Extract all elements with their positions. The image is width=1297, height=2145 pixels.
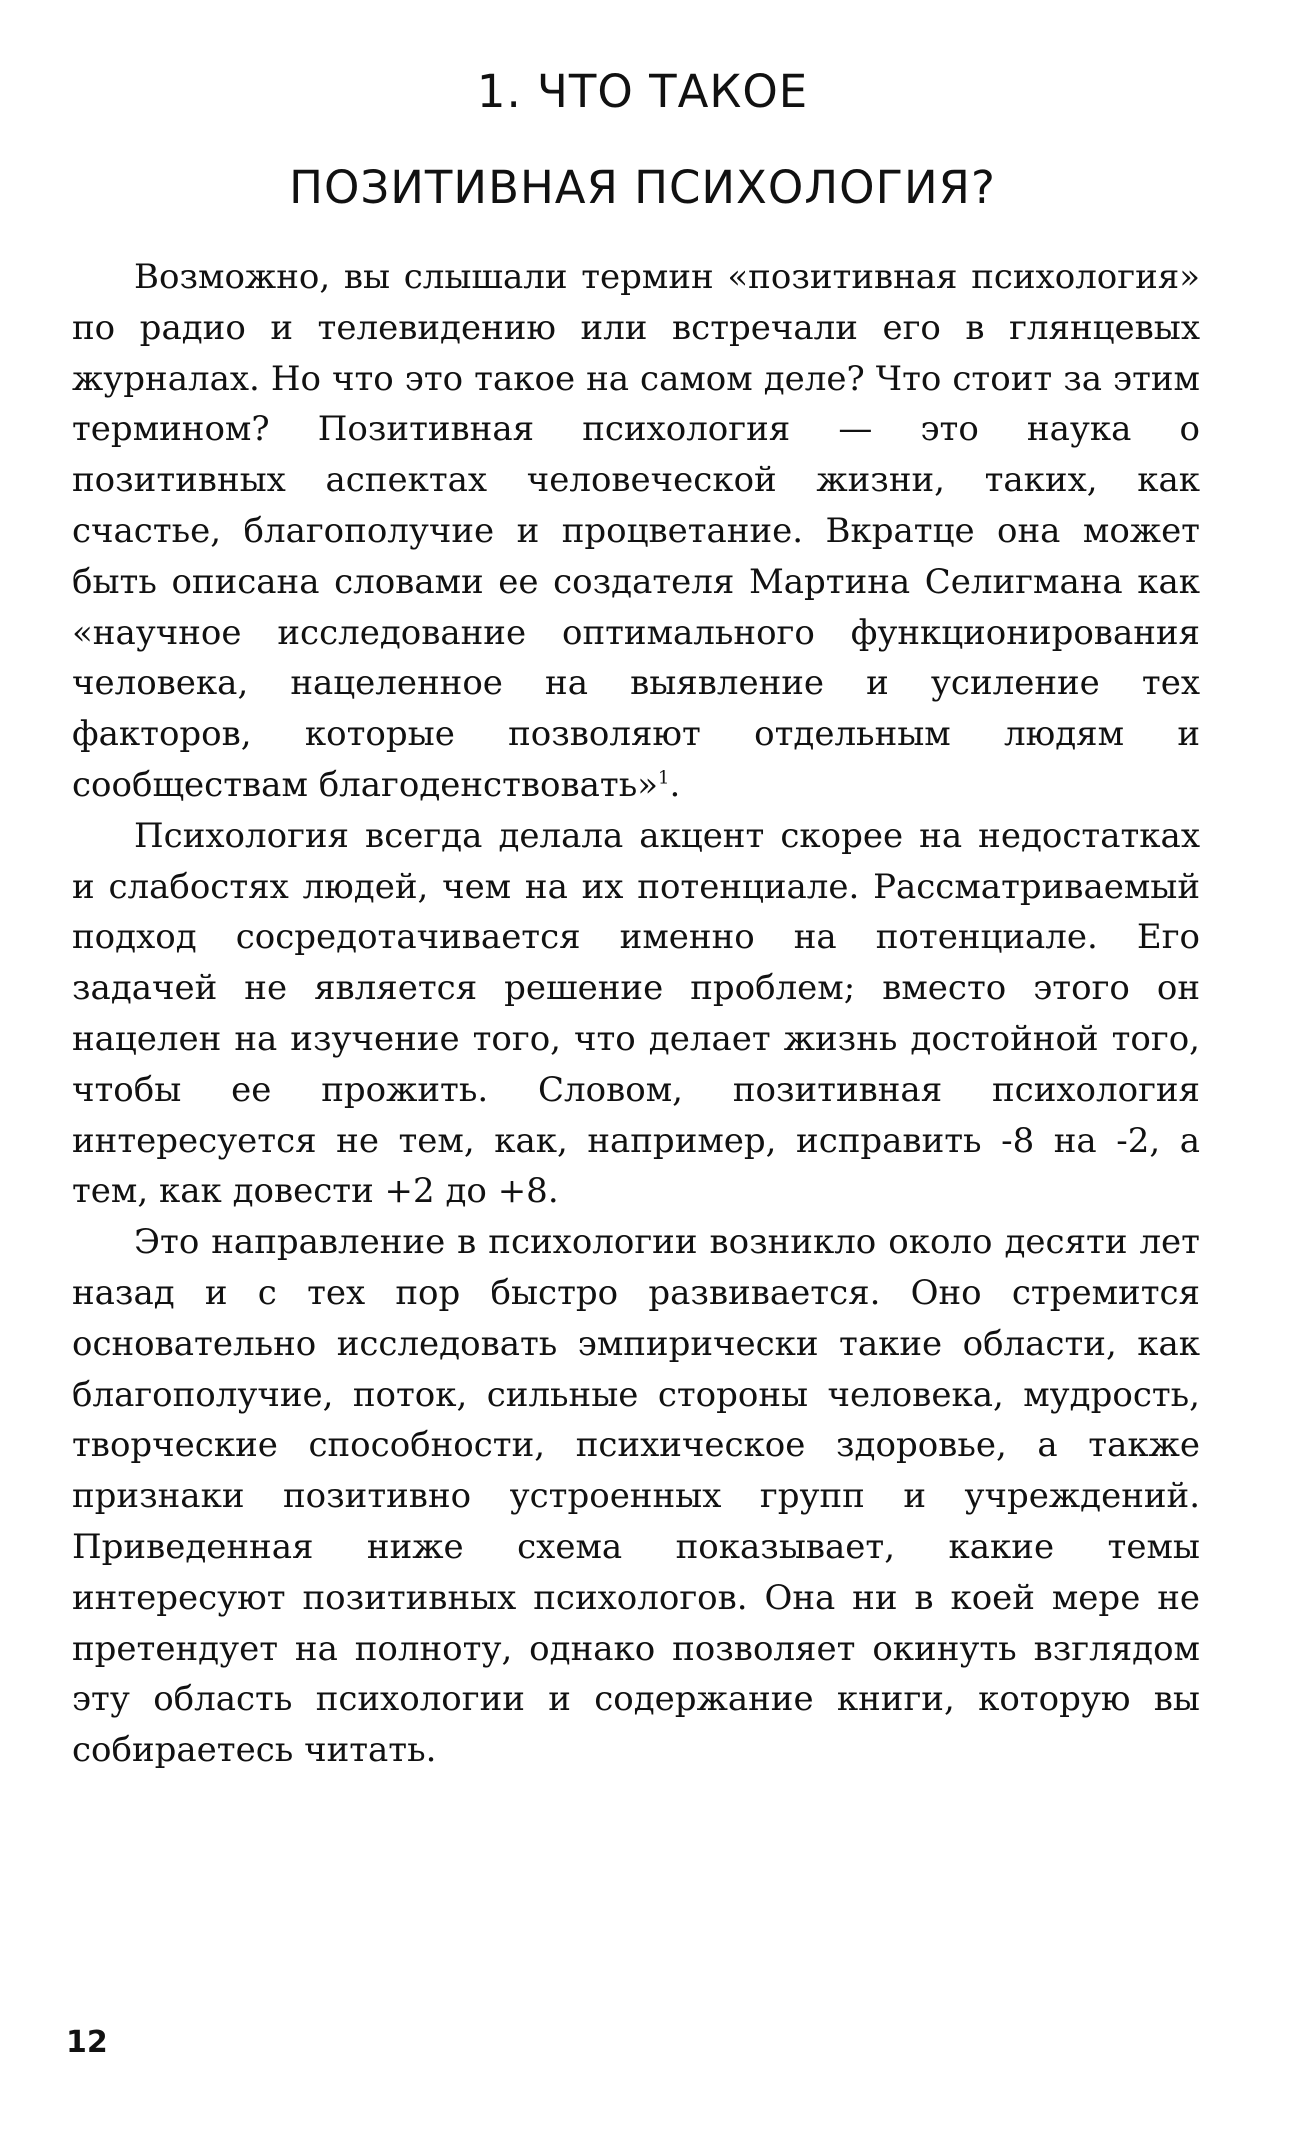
paragraph-1: [72, 252, 1200, 811]
footnote-marker: 1: [658, 767, 670, 789]
chapter-title-line-2: ПОЗИТИВНАЯ ПСИХОЛОГИЯ?: [289, 161, 996, 214]
page-number: 12: [66, 2025, 108, 2060]
paragraph-2: Психология всегда делала акцент скорее на недостатках и слабостях людей, чем на их потенциале. Рассматриваемый подход сосредотачивается именно на потенциале. Его задачей не является решение проблем; вместо этого он нацелен на изучение того, что делает жизнь достойной того, чтобы ее прожить. Словом, позитивная психология интересуется не тем, как, например, исправить -8 на -2, а тем, как довести +2 до +8.: [72, 815, 1200, 1212]
chapter-title-line-1: 1. ЧТО ТАКОЕ: [476, 65, 809, 118]
body-text: [72, 252, 1200, 1776]
paragraph-1-text: Возможно, вы слышали термин «позитивная психология» по радио и телевидению или встречали его в глянцевых журналах. Но что это такое на самом деле? Что стоит за этим термином? Позитивная психология — это наука о позитивных аспектах человеческой жизни, таких, как счастье, благополучие и процветание. Вкратце она может быть описана словами ее создателя Мартина Селигмана как «научное исследование оптимального функционирования человека, нацеленное на выявление и усиление тех факторов, которые позволяют отдельным людям и сообществам благоденствовать»: [72, 257, 1200, 805]
paragraph-3: Это направление в психологии возникло около десяти лет назад и с тех пор быстро развивается. Оно стремится основательно исследовать эмпирически такие области, как благополучие, поток, сильные стороны человека, мудрость, творческие способности, психическое здоровье, а также признаки позитивно устроенных групп и учреждений. Приведенная ниже схема показывает, какие темы интересуют позитивных психологов. Она ни в коей мере не претендует на полноту, однако позволяет окинуть взглядом эту область психологии и содержание книги, которую вы собираетесь читать.: [72, 1222, 1200, 1771]
paragraph-1-end: .: [669, 764, 681, 805]
